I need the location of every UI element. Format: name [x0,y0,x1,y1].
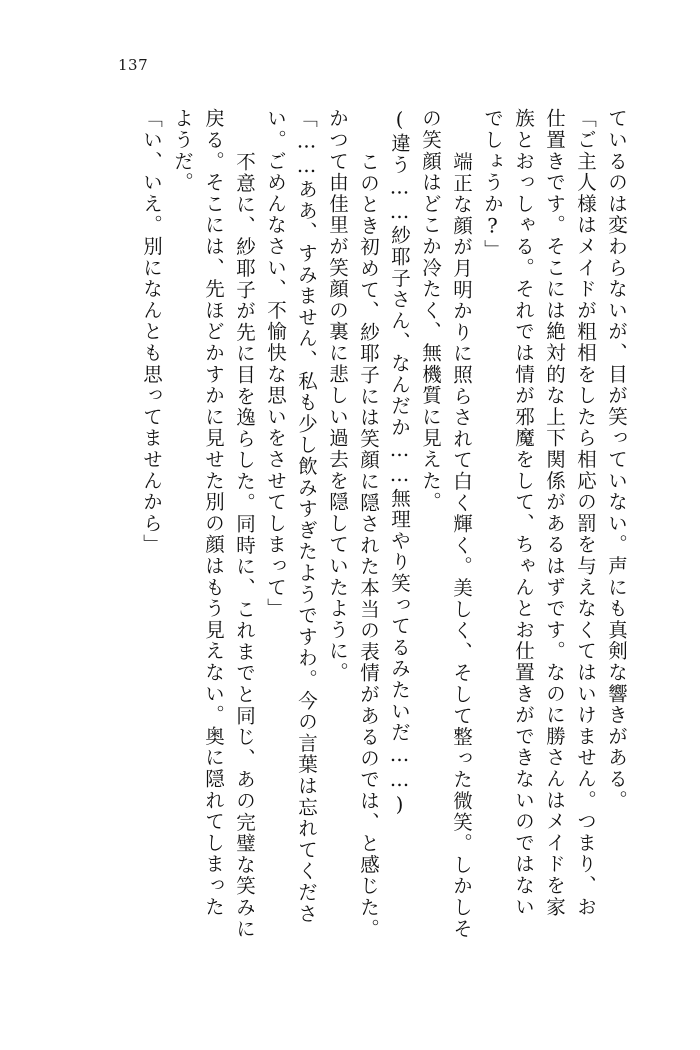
text-column: 「い、いえ。別になんとも思ってませんから」 [140,108,163,556]
text-column: 戻る。そこには、先ほどかすかに見せた別の顔はもう見えない。奥に隠れてしまった [202,108,225,918]
text-column: 端正な顔が月明かりに照らされて白く輝く。美しく、そして整った微笑。しかしそ [450,130,473,940]
text-column: このとき初めて、紗耶子には笑顔に隠された本当の表情があるのでは、と感じた。 [357,130,380,940]
text-column: 族とおっしゃる。それでは情が邪魔をして、ちゃんとお仕置きができないのではない [512,108,535,918]
text-column: 「……ああ、すみません、私も少し飲みすぎたようですわ。今の言葉は忘れてくださ [295,108,318,925]
text-column: かつて由佳里が笑顔の裏に悲しい過去を隠していたように。 [326,108,349,684]
text-column: (違う……紗耶子さん、なんだか……無理やり笑ってるみたいだ……) [388,108,411,818]
text-column: 不意に、紗耶子が先に目を逸らした。同時に、これまでと同じ、あの完璧な笑みに [233,130,256,940]
text-column: でしょうか?」 [481,108,504,261]
text-column: ているのは変わらないが、目が笑っていない。声にも真剣な響きがある。 [605,108,628,811]
text-column: い。ごめんなさい、不愉快な思いをさせてしまって」 [264,108,287,620]
page-number: 137 [118,56,149,74]
text-column: 仕置きです。そこには絶対的な上下関係があるはずです。なのに勝さんはメイドを家 [543,108,566,918]
text-column: 「ご主人様はメイドが粗相をしたら相応の罰を与えなくてはいけません。つまり、お [574,108,597,918]
text-column: の笑顔はどこか冷たく、無機質に見えた。 [419,108,442,513]
text-column: ようだ。 [171,108,194,194]
vertical-text-body [78,108,626,978]
